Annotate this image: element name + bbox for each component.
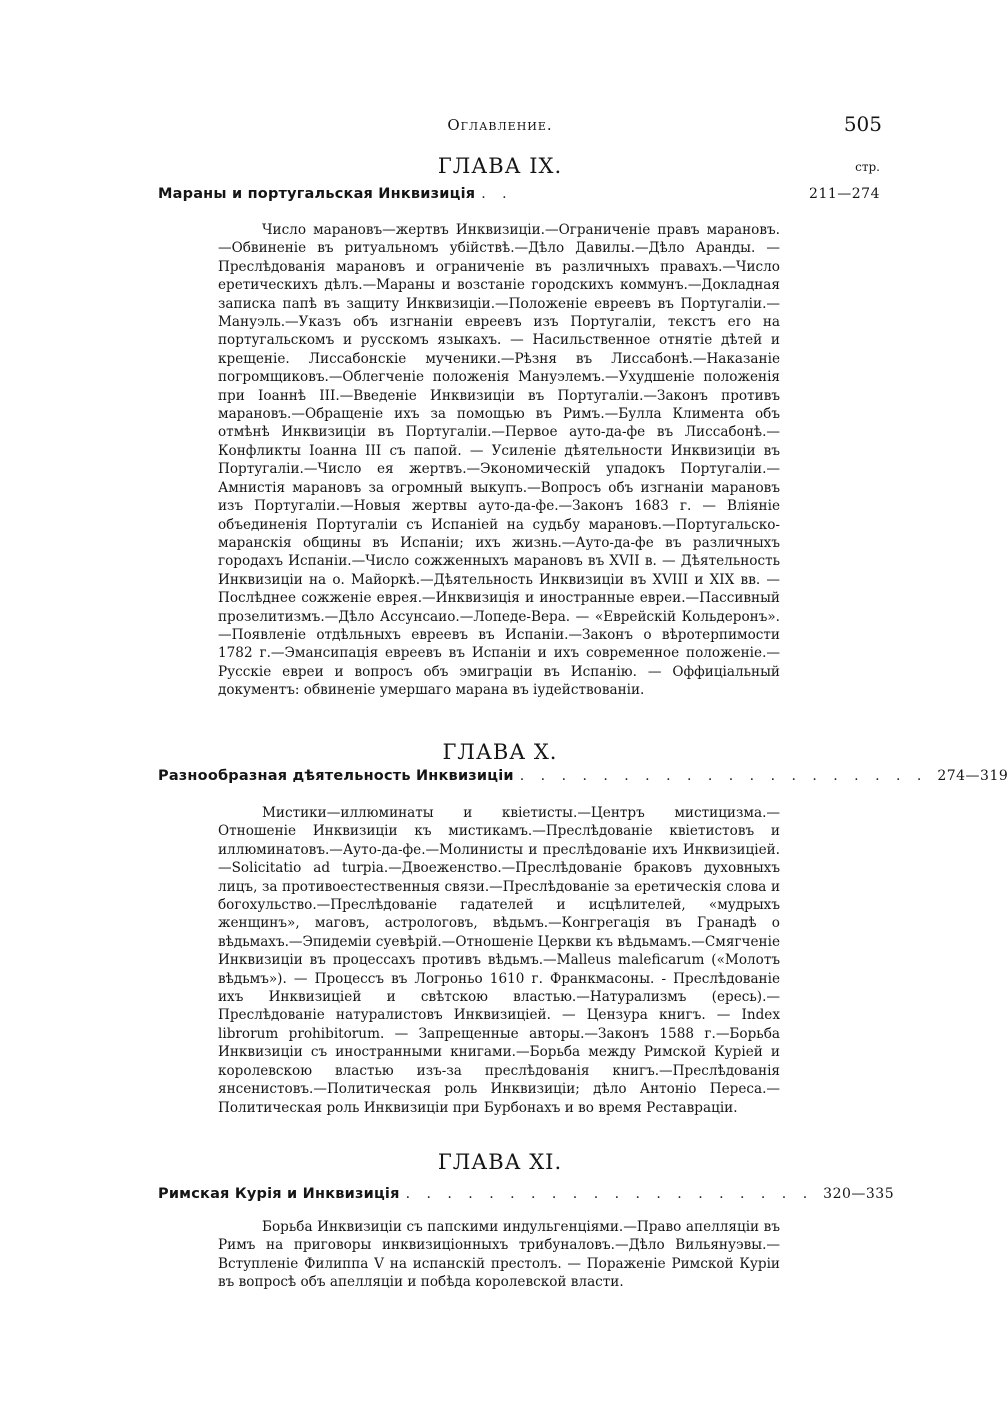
page-range: 211—274 [809, 186, 880, 202]
dot-leader: . . . . . . . . . . . . . . . . . . . . [519, 768, 928, 784]
chapter-summary: Мистики—иллюминаты и квіетисты.—Центръ мистицизма.—Отношеніе Инквизиціи къ мистикамъ.—Преслѣдованіе квіетистовъ и иллюминатовъ.—Ауто-да-фе.—Молинисты и преслѣдованіе ихъ Инквизиціей.—Solicitatio ad turpia.—Двоеженство.—Преслѣдованіе браковъ духовныхъ лицъ, за противоестественныя связи.—Преслѣдованіе за еретическія слова и богохульство.—Преслѣдованіе гадателей и исцѣлителей, «мудрыхъ женщинъ», маговъ, астрологовъ, вѣдьмъ.—Конгрегація въ Гранадѣ о вѣдьмахъ.—Эпидеміи суевѣрій.—Отношеніе Церкви къ вѣдьмамъ.—Смягченіе Инквизиціи въ процессахъ противъ вѣдьмъ.—Malleus maleficarum («Молотъ вѣдьмъ»). — Процессъ въ Логроньо 1610 г. Франкмасоны. - Преслѣдованіе ихъ Инквизиціей и свѣтскою властью.—Натурализмъ (ересь).—Преслѣдованіе натуралистовъ Инквизиціей. — Цензура книгъ. — Index librorum prohibitorum. — Запрещенные авторы.—Законъ 1588 г.—Борьба Инквизиціи съ иностранными книгами.—Борьба между Римской Куріей и королевскою властью изъ-за преслѣдованія книгъ.—Преслѣдованія янсенистовъ.—Политическая роль Инквизиціи; дѣло Антоніо Переса.—Политическая роль Инквизиціи при Бурбонахъ и во время Реставраціи. [218, 805, 780, 1116]
page-range: 274—319 [937, 768, 1008, 784]
page-range: 320—335 [823, 1186, 895, 1202]
running-head: Оглавление. [447, 116, 553, 134]
page-number: 505 [843, 112, 882, 136]
toc-entry [158, 1186, 895, 1212]
dot-leader: . . . . . . . . . . . . . . . . . . . . [405, 1186, 814, 1202]
chapter-heading: ГЛАВА X. [442, 740, 558, 764]
chapter-title: Римская Курія и Инквизиція [158, 1186, 400, 1202]
chapter-heading: ГЛАВА IX. [437, 154, 563, 178]
chapter-title: Разнообразная дѣятельность Инквизиціи [158, 768, 514, 784]
chapter-heading: ГЛАВА XI. [437, 1150, 563, 1174]
toc-entry [158, 768, 1008, 794]
dot-leader: . . [481, 186, 513, 202]
toc-entry [158, 186, 880, 212]
chapter-summary: Борьба Инквизиціи съ папскими индульгенціями.—Право апелляціи въ Римъ на приговоры инквизиціонныхъ трибуналовъ.—Дѣло Вильянуэвы.—Вступленіе Филиппа V на испанскій престолъ. — Пораженіе Римской Куріи въ вопросѣ объ апелляціи и побѣда королевской власти. [218, 1219, 780, 1291]
chapter-title: Мараны и португальская Инквизиція [158, 186, 476, 202]
page-column-label: стр. [855, 160, 880, 174]
chapter-summary: Число марановъ—жертвъ Инквизиціи.—Ограниченіе правъ марановъ.—Обвиненіе въ ритуальномъ убійствѣ.—Дѣло Давилы.—Дѣло Аранды. — Преслѣдованія марановъ и ограниченіе въ различныхъ правахъ.—Число еретическихъ дѣлъ.—Мараны и возстаніе городскихъ коммунъ.—Докладная записка папѣ въ защиту Инквизиціи.—Положеніе евреевъ въ Португаліи.—Мануэль.—Указъ объ изгнаніи евреевъ изъ Португаліи, текстъ его на португальскомъ и русскомъ языкахъ. — Насильственное отнятіе дѣтей и крещеніе. Лиссабонскіе мученики.—Рѣзня въ Лиссабонѣ.—Наказаніе погромщиковъ.—Облегченіе положенія Мануэлемъ.—Ухудшеніе положенія при Іоаннѣ III.—Введеніе Инквизиціи въ Португаліи.—Законъ противъ марановъ.—Обращеніе ихъ за помощью въ Римъ.—Булла Климента объ отмѣнѣ Инквизиціи въ Португаліи.—Первое ауто-да-фе въ Лиссабонѣ.—Конфликты Іоанна III съ папой. — Усиленіе дѣятельности Инквизиціи въ Португаліи.—Число ея жертвъ.—Экономическій упадокъ Португаліи.—Амнистія марановъ за огромный выкупъ.—Вопросъ объ изгнаніи марановъ изъ Португаліи.—Новыя жертвы ауто-да-фе.—Законъ 1683 г. — Вліяніе объединенія Португаліи съ Испаніей на судьбу марановъ.—Португальско-маранскія общины въ Испаніи; ихъ жизнь.—Ауто-да-фе въ различныхъ городахъ Испаніи.—Число сожженныхъ марановъ въ XVII в. — Дѣятельность Инквизиціи на о. Майоркѣ.—Дѣятельность Инквизиціи въ XVIII и XIX вв. — Послѣднее сожженіе еврея.—Инквизиція и иностранные евреи.—Пассивный прозелитизмъ.—Дѣло Ассунсаио.—Лопеде-Вера. — «Еврейскій Кольдеронъ».—Появленіе отдѣльныхъ евреевъ въ Испаніи.—Законъ о вѣротерпимости 1782 г.—Эмансипація евреевъ въ Испаніи и ихъ современное положеніе.—Русскіе евреи и вопросъ объ эмиграціи въ Испанію. — Оффиціальный документъ: обвиненіе умершаго марана въ іудействованіи. [218, 222, 780, 699]
